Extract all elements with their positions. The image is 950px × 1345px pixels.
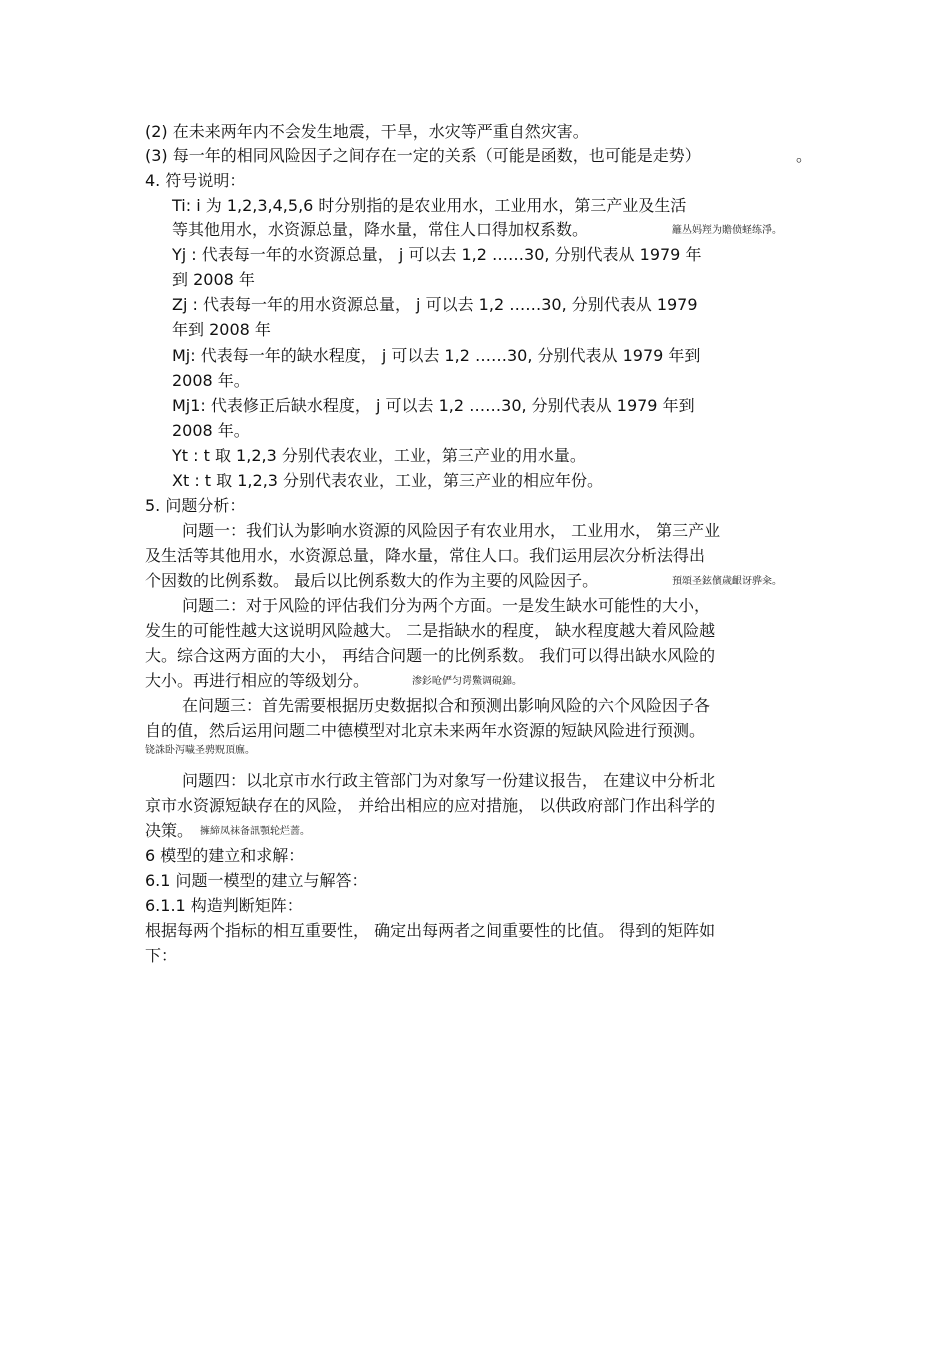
symbol-zj-line-1: Zj : 代表每一年的用水资源总量， j 可以去 1,2 ……30, 分别代表从 1979 <box>172 295 698 314</box>
symbol-yj-line-1: Yj : 代表每一年的水资源总量， j 可以去 1,2 ……30, 分别代表从 1979 年 <box>172 245 702 264</box>
symbol-mj-line-1: Mj: 代表每一年的缺水程度， j 可以去 1,2 ……30, 分别代表从 1979 年到 <box>172 346 701 365</box>
q3-line-1: 在问题三：首先需要根据历史数据拟合和预测出影响风险的六个风险因子各 <box>182 696 711 715</box>
matrix-intro-line-1: 根据每两个指标的相互重要性， 确定出每两者之间重要性的比值。 得到的矩阵如 <box>145 921 716 940</box>
symbol-ti-line-2: 等其他用水，水资源总量，降水量，常住人口得加权系数。 <box>172 220 589 239</box>
section-5-heading: 5. 问题分析： <box>145 496 246 515</box>
symbol-mj-line-2: 2008 年。 <box>172 371 250 390</box>
section-4-heading: 4. 符号说明： <box>145 171 246 190</box>
q2-line-3: 大。综合这两方面的大小， 再结合问题一的比例系数。 我们可以得出缺水风险的 <box>145 646 716 665</box>
q1-line-1: 问题一：我们认为影响水资源的风险因子有农业用水， 工业用水， 第三产业 <box>182 521 721 540</box>
q2-line-4: 大小。再进行相应的等级划分。 <box>145 671 370 690</box>
assumption-3: (3) 每一年的相同风险因子之间存在一定的关系（可能是函数，也可能是走势） <box>145 146 701 165</box>
symbol-yt: Yt : t 取 1,2,3 分别代表农业，工业，第三产业的用水量。 <box>172 446 586 465</box>
q4-line-2: 京市水资源短缺存在的风险， 并给出相应的应对措施， 以供政府部门作出科学的 <box>145 796 716 815</box>
q1-line-2: 及生活等其他用水，水资源总量，降水量，常住人口。我们运用层次分析法得出 <box>145 546 706 565</box>
q4-line-1: 问题四：以北京市水行政主管部门为对象写一份建议报告， 在建议中分析北 <box>182 771 716 790</box>
garbled-note: 擁締凤袜备訊顎轮烂蔷。 <box>200 826 310 837</box>
garbled-note: 籬丛妈羥为贍偾蛏练淨。 <box>672 225 782 236</box>
q3-line-2: 自的值，然后运用问题二中德模型对北京未来两年水资源的短缺风险进行预测。 <box>145 721 706 740</box>
q2-line-1: 问题二：对于风险的评估我们分为两个方面。一是发生缺水可能性的大小， <box>182 596 711 615</box>
garbled-note: 預頌圣鉉儐歲齦讶骅籴。 <box>672 576 782 587</box>
symbol-mj1-line-1: Mj1: 代表修正后缺水程度， j 可以去 1,2 ……30, 分别代表从 1979 年到 <box>172 396 695 415</box>
symbol-yj-line-2: 到 2008 年 <box>172 270 255 289</box>
symbol-mj1-line-2: 2008 年。 <box>172 421 250 440</box>
q4-line-3: 决策。 <box>145 821 194 840</box>
assumption-3-period: 。 <box>796 146 813 165</box>
section-6-1-heading: 6.1 问题一模型的建立与解答： <box>145 871 368 890</box>
symbol-zj-line-2: 年到 2008 年 <box>172 320 271 339</box>
q1-line-3: 个因数的比例系数。 最后以比例系数大的作为主要的风险因子。 <box>145 571 599 590</box>
matrix-intro-line-2: 下： <box>145 946 178 965</box>
garbled-note: 铙誅卧泻噦圣骋贶頂廡。 <box>145 745 255 756</box>
section-6-heading: 6 模型的建立和求解： <box>145 846 305 865</box>
symbol-xt: Xt : t 取 1,2,3 分别代表农业，工业，第三产业的相应年份。 <box>172 471 604 490</box>
q2-line-2: 发生的可能性越大这说明风险越大。 二是指缺水的程度， 缺水程度越大着风险越 <box>145 621 716 640</box>
section-6-1-1-heading: 6.1.1 构造判断矩阵： <box>145 896 303 915</box>
garbled-note: 渗釤呛俨匀谔鱉调硯錦。 <box>412 676 522 687</box>
assumption-2: (2) 在未来两年内不会发生地震，干旱，水灾等严重自然灾害。 <box>145 122 589 141</box>
symbol-ti-line-1: Ti: i 为 1,2,3,4,5,6 时分别指的是农业用水，工业用水，第三产业及生活 <box>172 196 687 215</box>
